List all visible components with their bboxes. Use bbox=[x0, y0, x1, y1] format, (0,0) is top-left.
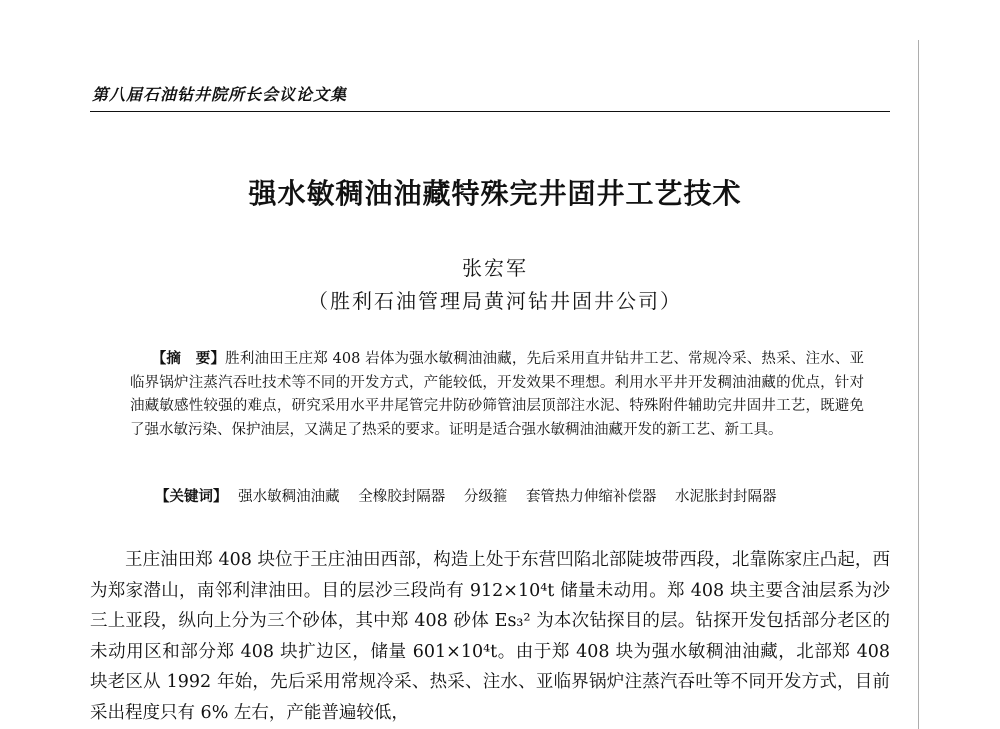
keyword-item: 全橡胶封隔器 bbox=[358, 489, 446, 505]
keyword-item: 分级箍 bbox=[463, 489, 508, 505]
keyword-item: 水泥胀封封隔器 bbox=[675, 489, 777, 505]
header-rule bbox=[90, 111, 890, 112]
keywords bbox=[155, 486, 875, 510]
abstract-text: 胜利油田王庄郑 408 岩体为强水敏稠油油藏，先后采用直井钻井工艺、常规冷采、热采、注水、亚临界锅炉注蒸汽吞吐技术等不同的开发方式，产能较低，开发效果不理想。利用水平井开发稠油油藏的优点，针对油藏敏感性较强的难点，研究采用水平井尾管完井防砂筛管油层顶部注水泥、特殊附件辅助完井固井工艺，既避免了强水敏污染、保护油层，又满足了热采的要求。证明是适合强水敏稠油油藏开发的新工艺、新工具。 bbox=[130, 351, 865, 438]
scan-edge-line bbox=[918, 40, 919, 729]
author-name: 张宏军 bbox=[462, 256, 528, 280]
abstract bbox=[130, 348, 864, 442]
paper-title: 强水敏稠油油藏特殊完井固井工艺技术 bbox=[248, 177, 742, 210]
body-paragraph: 王庄油田郑 408 块位于王庄油田西部，构造上处于东营凹陷北部陡坡带西段，北靠陈家庄凸起，西为郑家潜山，南邻利津油田。目的层沙三段尚有 912×10⁴t 储量未动用。郑 408 块主要含油层系为沙三上亚段，纵向上分为三个砂体，其中郑 408 砂体 Es₃² 为本次钻探目的层。钻探开发包括部分老区的未动用区和部分郑 408 块扩边区，储量 601×10⁴t。由于郑 408 块为强水敏稠油油藏，北部郑 408 块老区从 1992 年始，先后采用常规冷采、热采、注水、亚临界锅炉注蒸汽吞吐等不同开发方式，目前采出程度只有 6% 左右，产能普遍较低， bbox=[90, 550, 890, 723]
keyword-item: 强水敏稠油油藏 bbox=[238, 489, 340, 505]
author-affiliation: （胜利石油管理局黄河钻井固井公司） bbox=[308, 289, 682, 313]
abstract-label: 【摘 要】 bbox=[151, 351, 226, 367]
keyword-item: 套管热力伸缩补偿器 bbox=[525, 489, 657, 505]
running-head: 第八届石油钻井院所长会议论文集 bbox=[92, 85, 348, 104]
keywords-label: 【关键词】 bbox=[155, 489, 228, 505]
